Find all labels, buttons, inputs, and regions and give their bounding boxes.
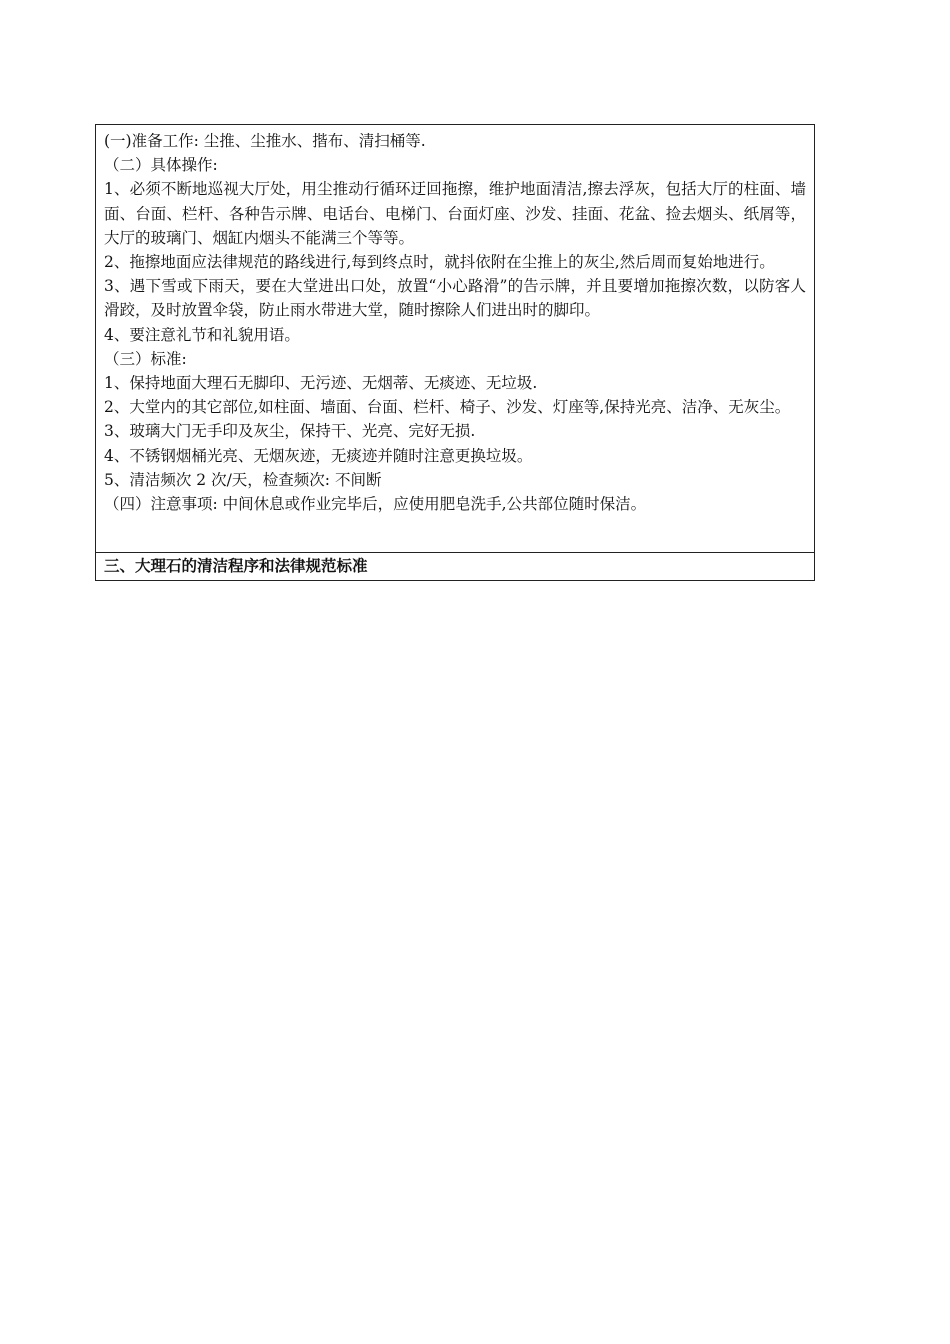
paragraph-operations-heading: （二）具体操作: <box>104 156 218 175</box>
paragraph-standard-4: 4、不锈钢烟桶光亮、无烟灰迹，无痰迹并随时注意更换垃圾。 <box>104 446 533 465</box>
paragraph-standard-5: 5、清洁频次 2 次/天，检查频次: 不间断 <box>104 470 382 489</box>
content-cell <box>96 125 814 553</box>
paragraph-operation-1: 1、必须不断地巡视大厅处，用尘推动行循环迂回拖擦，维护地面清洁,擦去浮灰，包括大厅的柱面、墙面、台面、栏杆、各种告示牌、电话台、电梯门、台面灯座、沙发、挂面、花盆、捡去烟头、纸屑等，大厅的玻璃门、烟缸内烟头不能满三个等等。 <box>104 180 806 247</box>
paragraph-operation-3: 3、遇下雪或下雨天，要在大堂进出口处，放置“小心路滑”的告示牌，并且要增加拖擦次数，以防客人滑跤，及时放置伞袋，防止雨水带进大堂，随时擦除人们进出时的脚印。 <box>104 277 806 320</box>
paragraph-standard-1: 1、保持地面大理石无脚印、无污迹、无烟蒂、无痰迹、无垃圾. <box>104 374 538 393</box>
paragraph-preparation: (一)准备工作: 尘推、尘推水、揩布、清扫桶等. <box>104 132 426 150</box>
paragraph-standard-2: 2、大堂内的其它部位,如柱面、墙面、台面、栏杆、椅子、沙发、灯座等,保持光亮、洁净、无灰尘。 <box>104 398 791 417</box>
paragraph-operation-2: 2、拖擦地面应法律规范的路线进行,每到终点时，就抖依附在尘推上的灰尘,然后周而复始地进行。 <box>104 253 775 272</box>
paragraph-operation-4: 4、要注意礼节和礼貌用语。 <box>104 325 300 344</box>
section-heading: 三、大理石的清洁程序和法律规范标准 <box>104 557 368 576</box>
document-table <box>95 124 815 581</box>
paragraph-standard-3: 3、玻璃大门无手印及灰尘，保持干、光亮、完好无损. <box>104 422 476 441</box>
paragraph-notes: （四）注意事项: 中间休息或作业完毕后，应使用肥皂洗手,公共部位随时保洁。 <box>104 495 647 514</box>
paragraph-standards-heading: （三）标准: <box>104 349 187 368</box>
